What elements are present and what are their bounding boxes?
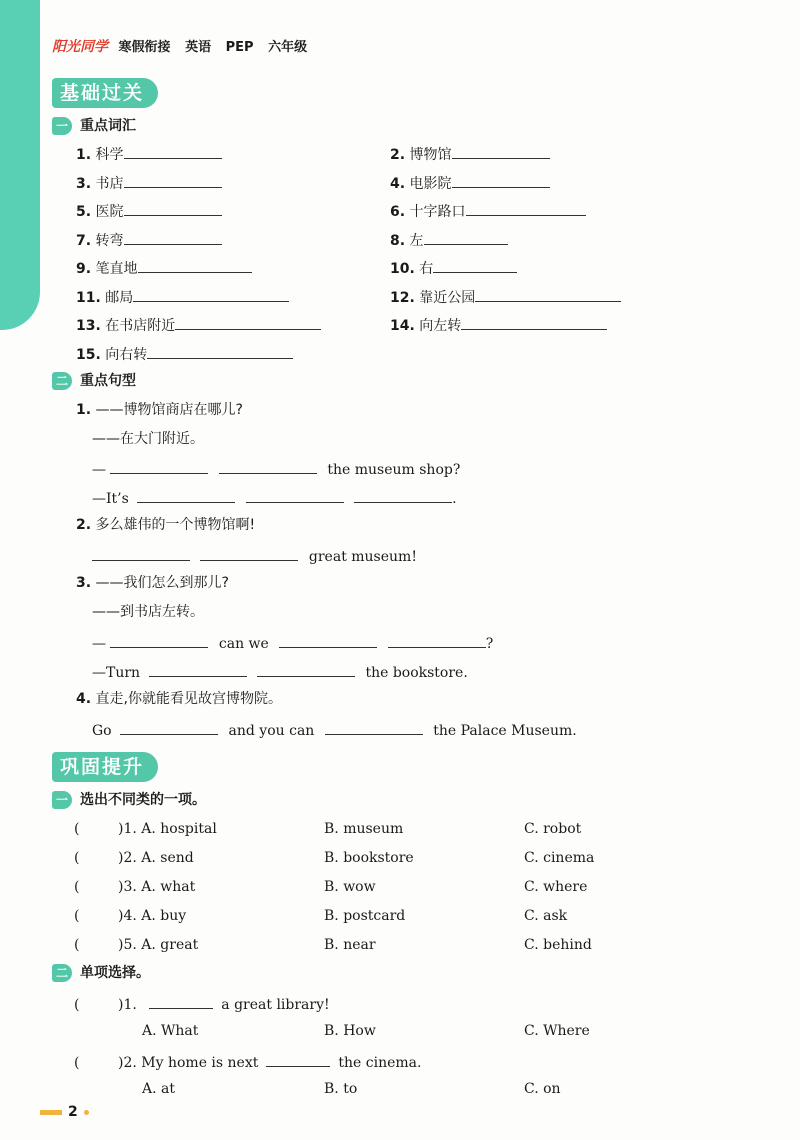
answer-blank[interactable] (424, 226, 508, 245)
question-1-en-line1 (92, 455, 460, 479)
option-a: A. great (141, 937, 199, 953)
vocab-term: 邮局 (105, 289, 134, 306)
vocab-term: 向右转 (105, 346, 148, 363)
answer-paren[interactable]: ( (74, 821, 80, 837)
subsection-title: 选出不同类的一项。 (80, 792, 206, 808)
vocab-term: 笔直地 (95, 261, 138, 277)
mc-question (74, 1048, 421, 1072)
question-text: ——博物馆商店在哪儿? (95, 402, 243, 418)
question-number: )3. (118, 879, 137, 895)
subsection-number: 一 (52, 791, 72, 809)
odd-row-mid (324, 817, 403, 841)
answer-blank[interactable] (466, 197, 586, 216)
answer-blank[interactable] (110, 629, 208, 648)
option-a: A. send (141, 850, 194, 866)
vocab-term: 电影院 (409, 175, 452, 192)
answer-blank[interactable] (246, 484, 344, 503)
option-c: C. robot (524, 821, 582, 837)
page-footer (40, 1104, 89, 1120)
vocab-number: 8. (390, 232, 406, 249)
answer-blank[interactable] (124, 140, 222, 159)
option-b: B. near (324, 937, 376, 953)
question-1-answer-cn: ——在大门附近。 (92, 431, 204, 447)
subsection-key-sentences (52, 370, 136, 392)
answer-blank[interactable] (124, 197, 222, 216)
answer-blank[interactable] (149, 658, 247, 677)
question-number: )4. (118, 908, 137, 924)
option-a: A. buy (141, 908, 187, 924)
question-number: )1. (118, 997, 137, 1013)
odd-row-right (524, 875, 587, 899)
vocab-term: 医院 (95, 204, 124, 220)
answer-blank[interactable] (388, 629, 486, 648)
vocab-number: 4. (390, 175, 406, 192)
odd-row-mid (324, 875, 376, 899)
option-a: A. What (142, 1023, 199, 1039)
answer-blank[interactable] (266, 1048, 330, 1067)
option-c: C. on (524, 1081, 561, 1097)
odd-row-left (74, 875, 195, 899)
sentence-head: Go (92, 723, 112, 739)
odd-row-mid (324, 846, 414, 870)
question-number: 1. (76, 402, 92, 418)
answer-blank[interactable] (354, 484, 452, 503)
vocab-term: 转弯 (95, 232, 124, 249)
answer-blank[interactable] (138, 254, 252, 273)
option-b: B. postcard (324, 908, 406, 924)
odd-row-left (74, 933, 198, 957)
answer-blank[interactable] (461, 311, 607, 330)
answer-blank[interactable] (452, 169, 550, 188)
question-number: )2. (118, 1055, 137, 1071)
answer-blank[interactable] (137, 484, 235, 503)
answer-blank[interactable] (124, 226, 222, 245)
answer-blank[interactable] (92, 542, 190, 561)
vocab-number: 3. (76, 175, 92, 192)
odd-row-right (524, 933, 592, 957)
odd-row-mid (324, 933, 376, 957)
header-title-1: 寒假衔接 (118, 40, 171, 55)
subsection-number: 二 (52, 372, 72, 390)
answer-blank[interactable] (110, 455, 208, 474)
answer-paren[interactable]: ( (74, 879, 80, 895)
option-c: C. where (524, 879, 588, 895)
question-number: )1. (118, 821, 137, 837)
answer-blank[interactable] (452, 140, 550, 159)
answer-blank[interactable] (120, 716, 218, 735)
vocab-item (390, 254, 517, 278)
question-4-en (92, 716, 577, 740)
vocab-item (390, 311, 607, 335)
sentence-middle: can we (218, 636, 269, 652)
question-pre: My home is next (141, 1055, 259, 1071)
vocab-number: 15. (76, 346, 101, 363)
option-a: A. what (141, 879, 196, 895)
odd-row-right (524, 904, 567, 928)
question-number: 2. (76, 517, 92, 533)
vocab-item (390, 169, 550, 193)
vocab-number: 11. (76, 289, 101, 306)
answer-blank[interactable] (433, 254, 517, 273)
vocab-term: 左 (409, 232, 424, 249)
vocab-item (76, 283, 289, 307)
question-text: 多么雄伟的一个博物馆啊! (95, 517, 256, 533)
odd-row-right (524, 846, 594, 870)
subsection-key-vocab (52, 115, 136, 137)
subsection-number: 一 (52, 117, 72, 135)
section-banner-consolidate: 巩固提升 (52, 752, 158, 782)
question-number: )2. (118, 850, 137, 866)
answer-blank[interactable] (200, 542, 298, 561)
vocab-number: 12. (390, 289, 415, 306)
question-2-en (92, 542, 417, 566)
option-a: A. hospital (141, 821, 217, 837)
answer-blank[interactable] (325, 716, 423, 735)
dash: — (92, 636, 106, 652)
answer-blank[interactable] (133, 283, 289, 302)
question-post: a great library! (221, 997, 330, 1013)
dash: — (92, 462, 106, 478)
odd-row-right (524, 817, 581, 841)
header-title-4: 六年级 (268, 40, 308, 55)
vocab-term: 在书店附近 (105, 318, 176, 334)
sentence-head: —It’s (92, 491, 129, 507)
vocab-number: 9. (76, 261, 92, 277)
sentence-tail: the bookstore. (365, 665, 468, 681)
vocab-number: 7. (76, 232, 92, 249)
vocab-item (76, 226, 222, 250)
vocab-item (76, 311, 321, 335)
answer-paren[interactable]: ( (74, 937, 80, 953)
section-banner-basic: 基础过关 (52, 78, 158, 108)
vocab-item (76, 169, 222, 193)
vocab-term: 博物馆 (409, 147, 452, 163)
question-text: 直走,你就能看见故宫博物院。 (95, 691, 282, 707)
answer-blank[interactable] (475, 283, 621, 302)
option-a: A. at (142, 1081, 175, 1097)
answer-blank[interactable] (124, 169, 222, 188)
vocab-item (390, 197, 586, 221)
vocab-item (390, 283, 621, 307)
answer-paren[interactable]: ( (74, 850, 80, 866)
answer-blank[interactable] (257, 658, 355, 677)
question-1-cn (76, 398, 243, 422)
subsection-number: 二 (52, 964, 72, 982)
question-3-en-line2 (92, 658, 468, 682)
question-number: 3. (76, 575, 92, 591)
footer-bar-decoration (40, 1110, 62, 1115)
vocab-term: 向左转 (419, 318, 462, 334)
sentence-tail: the museum shop? (327, 462, 461, 478)
answer-paren[interactable]: ( (74, 908, 80, 924)
page-header (52, 36, 307, 56)
vocab-item (76, 140, 222, 164)
question-4-cn (76, 687, 282, 711)
question-text: ——我们怎么到那儿? (95, 575, 229, 591)
subsection-title: 单项选择。 (80, 965, 150, 981)
sentence-tail: the Palace Museum. (433, 723, 577, 739)
question-3-answer-cn: ——到书店左转。 (92, 604, 204, 620)
vocab-term: 靠近公园 (419, 289, 476, 306)
vocab-item (76, 197, 222, 221)
subsection-odd-one-out (52, 789, 206, 811)
vocab-number: 10. (390, 261, 415, 277)
vocab-number: 13. (76, 318, 101, 334)
odd-row-mid (324, 904, 405, 928)
vocab-item (390, 140, 550, 164)
answer-blank[interactable] (175, 311, 321, 330)
answer-blank[interactable] (147, 340, 293, 359)
answer-paren[interactable]: ( (74, 1055, 80, 1071)
question-3-en-line1 (92, 629, 493, 653)
question-2-cn (76, 513, 255, 537)
answer-paren[interactable]: ( (74, 997, 80, 1013)
subsection-title: 重点句型 (80, 373, 136, 389)
sentence-head: —Turn (92, 665, 141, 681)
header-title-2: 英语 (185, 40, 212, 55)
vocab-term: 书店 (95, 175, 124, 192)
sentence-tail: great museum! (308, 549, 417, 565)
vocab-term: 右 (419, 261, 434, 277)
option-c: C. behind (524, 937, 592, 953)
option-b: B. bookstore (324, 850, 414, 866)
odd-row-left (74, 817, 217, 841)
side-tab-decoration (0, 0, 40, 330)
page-number: 2 (68, 1104, 78, 1120)
option-b: B. wow (324, 879, 376, 895)
vocab-item (76, 254, 252, 278)
vocab-number: 2. (390, 147, 406, 163)
mc-question (74, 990, 330, 1014)
subsection-multiple-choice (52, 962, 150, 984)
period: . (452, 491, 457, 507)
answer-blank[interactable] (219, 455, 317, 474)
vocab-number: 14. (390, 318, 415, 334)
option-c: C. cinema (524, 850, 595, 866)
vocab-item (390, 226, 508, 250)
option-b: B. to (324, 1081, 358, 1097)
answer-blank[interactable] (149, 990, 213, 1009)
option-b: B. How (324, 1023, 376, 1039)
subsection-title: 重点词汇 (80, 118, 136, 134)
header-title-3: PEP (225, 40, 254, 55)
odd-row-left (74, 904, 186, 928)
option-c: C. Where (524, 1023, 590, 1039)
option-b: B. museum (324, 821, 404, 837)
answer-blank[interactable] (279, 629, 377, 648)
vocab-number: 6. (390, 204, 406, 220)
question-mark: ? (485, 636, 494, 652)
question-number: )5. (118, 937, 137, 953)
vocab-term: 十字路口 (409, 204, 466, 220)
vocab-number: 1. (76, 147, 92, 163)
question-post: the cinema. (338, 1055, 422, 1071)
footer-dot-decoration (84, 1110, 89, 1115)
brand-logo: 阳光同学 (52, 39, 108, 55)
question-number: 4. (76, 691, 92, 707)
sentence-middle: and you can (228, 723, 315, 739)
question-3-cn (76, 571, 229, 595)
vocab-item (76, 340, 293, 364)
vocab-term: 科学 (95, 147, 124, 163)
option-c: C. ask (524, 908, 568, 924)
odd-row-left (74, 846, 194, 870)
question-1-en-line2 (92, 484, 457, 508)
vocab-number: 5. (76, 204, 92, 220)
